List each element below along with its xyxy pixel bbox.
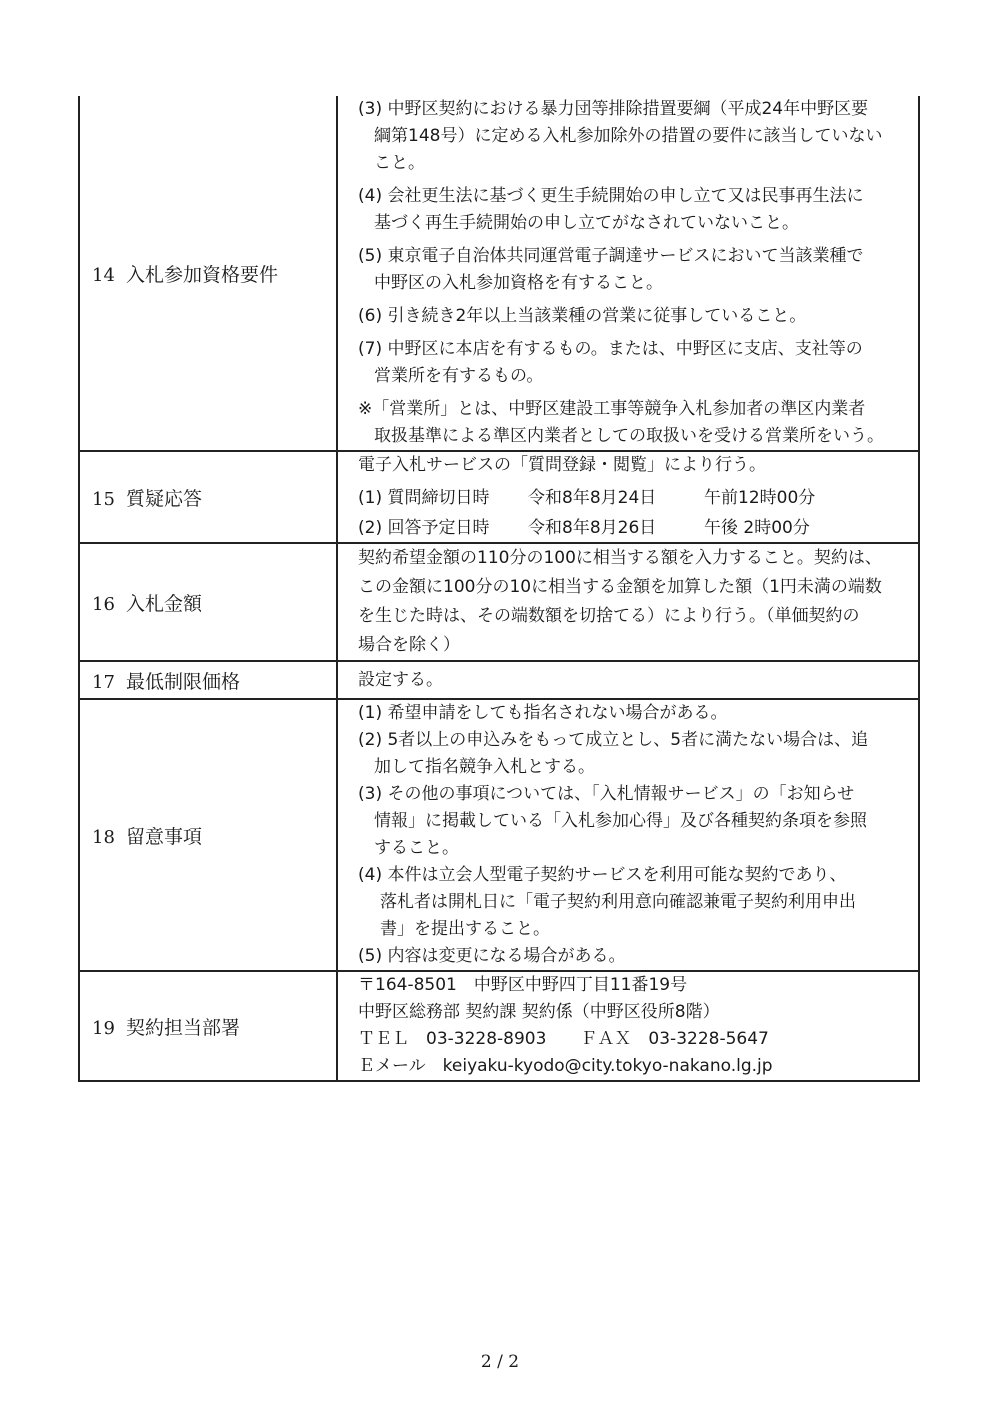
content-line: (4) 会社更生法に基づく更生手続開始の申し立て又は民事再生法に [358,186,864,206]
row-label: 留意事項 [126,825,203,848]
content-line: 設定する。 [358,669,443,690]
row-label-cell [79,543,337,661]
qa-item-label: (1) 質問締切日時 [358,488,490,508]
content-line: 加して指名競争入札とする。 [374,757,595,777]
row-content-cell [337,971,919,1081]
content-line: 電子入札サービスの「質問登録・閲覧」により行う。 [358,455,766,475]
row-label-cell [79,96,337,451]
table-row [79,661,919,699]
row-content-cell [337,96,919,451]
qa-item-time: 午後 2時00分 [704,518,810,538]
content-line: (3) 中野区契約における暴力団等排除措置要綱（平成24年中野区要 [358,99,869,119]
content-line: 落札者は開札日に「電子契約利用意向確認兼電子契約利用申出 [380,892,856,912]
row-number: 18 [92,826,115,848]
row-label-cell [79,971,337,1081]
content-line: すること。 [374,838,459,858]
row-label: 入札金額 [126,592,203,615]
table-row [79,96,919,451]
row-number: 16 [92,593,115,615]
content-line: (5) 東京電子自治体共同運営電子調達サービスにおいて当該業種で [358,246,864,266]
content-line: 基づく再生手続開始の申し立てがなされていないこと。 [374,213,799,233]
postal-address: 〒164-8501 中野区中野四丁目11番19号 [358,975,688,995]
content-line: 契約希望金額の110分の100に相当する額を入力すること。契約は、 [358,548,882,568]
table-row [79,699,919,971]
row-number: 19 [92,1017,115,1039]
content-line: こと。 [374,153,425,173]
content-line: 取扱基準による準区内業者としての取扱いを受ける営業所をいう。 [374,426,884,446]
content-line: (3) その他の事項については、「入札情報サービス」の「お知らせ [358,784,855,804]
row-number: 14 [92,264,115,286]
content-line: を生じた時は、その端数額を切捨てる）により行う。（単価契約の [358,606,860,626]
row-label-cell [79,699,337,971]
qa-item [358,515,908,542]
row-label: 最低制限価格 [126,670,241,693]
row-label: 質疑応答 [126,487,203,510]
row-content-cell [337,661,919,699]
row-label: 契約担当部署 [126,1016,241,1039]
page-number: 2 / 2 [480,1352,520,1372]
content-line: 場合を除く） [358,635,460,655]
content-line: 中野区の入札参加資格を有すること。 [374,273,663,293]
table-row [79,543,919,661]
row-content-cell [337,699,919,971]
phone-fax: ＴＥＬ 03-3228-8903 ＦＡＸ 03-3228-5647 [358,1029,769,1049]
qa-item [358,485,908,512]
email: Ｅメール keiyaku-kyodo@city.tokyo-nakano.lg.jp [358,1056,773,1076]
content-line: (2) 5者以上の申込みをもって成立とし、5者に満たない場合は、追 [358,730,869,750]
row-number: 15 [92,488,115,510]
table-row [79,971,919,1081]
row-content-cell [337,543,919,661]
content-line: (6) 引き続き2年以上当該業種の営業に従事していること。 [358,306,807,326]
content-line: (4) 本件は立会人型電子契約サービスを利用可能な契約であり、 [358,865,847,885]
table-row [79,451,919,543]
qa-item-time: 午前12時00分 [704,488,816,508]
row-label-cell [79,661,337,699]
info-table [78,96,920,1082]
department: 中野区総務部 契約課 契約係（中野区役所8階） [358,1002,720,1022]
qa-item-label: (2) 回答予定日時 [358,518,490,538]
row-label: 入札参加資格要件 [126,263,279,286]
content-line: 営業所を有するもの。 [374,366,544,386]
content-line: ※「営業所」とは、中野区建設工事等競争入札参加者の準区内業者 [358,399,866,419]
row-number: 17 [92,671,115,693]
row-label-cell [79,451,337,543]
content-line: 情報」に掲載している「入札参加心得」及び各種契約条項を参照 [374,811,867,831]
content-line: 書」を提出すること。 [380,919,550,939]
qa-item-date: 令和8年8月26日 [528,518,657,538]
content-line: この金額に100分の10に相当する金額を加算した額（1円未満の端数 [358,577,882,597]
content-line: (5) 内容は変更になる場合がある。 [358,946,626,966]
content-line: (1) 希望申請をしても指名されない場合がある。 [358,703,728,723]
qa-item-date: 令和8年8月24日 [528,488,657,508]
content-line: 綱第148号）に定める入札参加除外の措置の要件に該当していない [374,126,883,146]
row-content-cell [337,451,919,543]
content-line: (7) 中野区に本店を有するもの。または、中野区に支店、支社等の [358,339,863,359]
